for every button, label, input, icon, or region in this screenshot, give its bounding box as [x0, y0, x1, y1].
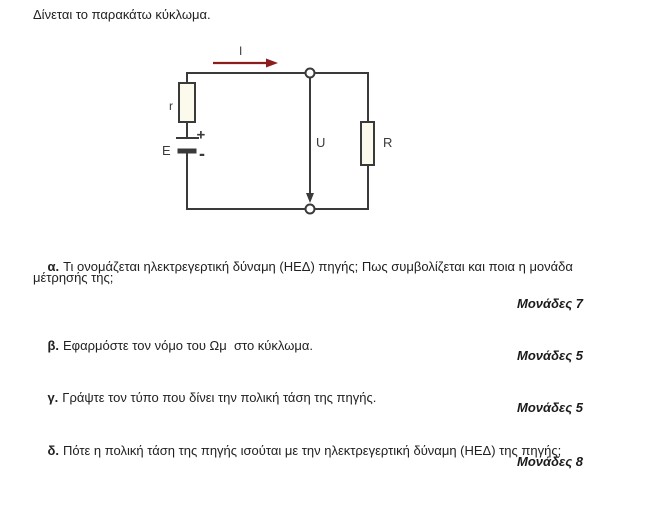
load-resistor-label: R — [383, 135, 393, 150]
voltage-arrowhead — [306, 193, 314, 203]
question-delta-label: δ. — [47, 443, 59, 458]
points-gamma: Μονάδες 5 — [517, 400, 583, 415]
question-delta-text: Πότε η πολική τάση της πηγής ισούται με την ηλεκτρεγερτική δύναμη (ΗΕΔ) της πηγής; — [62, 443, 562, 458]
circuit-wires — [177, 69, 374, 214]
minus-sign: - — [199, 143, 205, 164]
emf-source-label: E — [162, 143, 171, 158]
circuit-diagram — [160, 42, 408, 222]
question-gamma-text: Γράψτε τον τύπο που δίνει την πολική τάση της πηγής. — [62, 390, 377, 405]
points-alpha: Μονάδες 7 — [517, 296, 583, 311]
question-gamma-line1 — [33, 374, 376, 422]
question-beta-line1 — [33, 322, 313, 370]
question-beta-text: Εφαρμόστε τον νόμο του Ωμ στο κύκλωμα. — [63, 338, 313, 353]
question-alpha-line1 — [33, 243, 573, 291]
current-label: I — [239, 44, 243, 58]
question-alpha-text: Τι ονομάζεται ηλεκτρεγερτική δύναμη (ΗΕΔ) πηγής; Πως συμβολίζεται και ποια η μονάδα — [63, 259, 573, 274]
internal-resistance-label: r — [169, 99, 173, 113]
voltage-label: U — [316, 135, 326, 150]
terminal-bottom — [306, 205, 315, 214]
current-arrowhead — [266, 59, 278, 68]
resistor-R-body — [361, 122, 374, 165]
page-title: Δίνεται το παρακάτω κύκλωμα. — [33, 7, 211, 22]
question-delta-line1 — [33, 427, 561, 475]
question-alpha-line2: μέτρησής της; — [33, 270, 114, 285]
points-delta: Μονάδες 8 — [517, 454, 583, 469]
plus-sign: + — [196, 126, 206, 144]
resistor-r-body — [179, 83, 195, 122]
terminal-top — [306, 69, 315, 78]
question-alpha-label: α. — [47, 259, 60, 274]
points-beta: Μονάδες 5 — [517, 348, 583, 363]
question-beta-label: β. — [47, 338, 59, 353]
question-gamma-label: γ. — [47, 390, 59, 405]
